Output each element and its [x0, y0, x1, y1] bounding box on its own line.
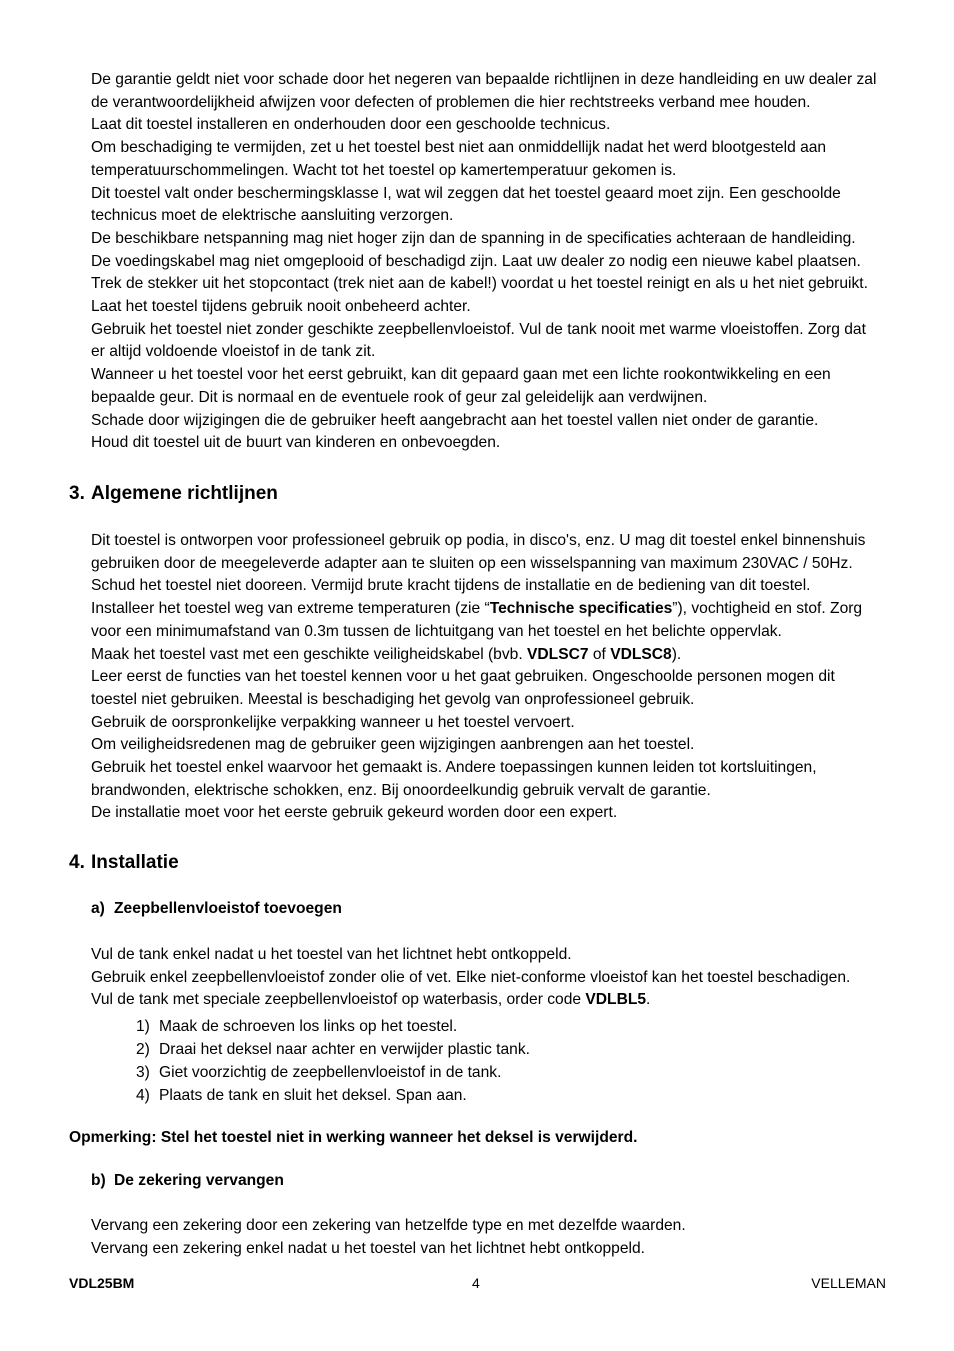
text-line: Installeer het toestel weg van extreme temperaturen (zie “Technische specificaties”), vochtigheid en stof. Zorg	[91, 600, 863, 618]
text-line: temperatuurschommelingen. Wacht tot het toestel op kamertemperatuur gekomen is.	[91, 161, 677, 179]
order-code: VDLBL5	[585, 991, 647, 1009]
tech-specs-reference: Technische specificaties	[489, 600, 673, 618]
text-line: Vul de tank met speciale zeepbellenvloeistof op waterbasis, order code VDLBL5.	[91, 991, 651, 1009]
step-list	[136, 1015, 530, 1107]
text-line: Trek de stekker uit het stopcontact (trek niet aan de kabel!) voordat u het toestel reinigt en als u het niet gebruikt.	[91, 275, 868, 293]
text-line: Om veiligheidsredenen mag de gebruiker geen wijzigingen aanbrengen aan het toestel.	[91, 736, 695, 754]
footer-model: VDL25BM	[69, 1275, 135, 1291]
text-line: Leer eerst de functies van het toestel kennen voor u het gaat gebruiken. Ongeschoolde personen mogen dit	[91, 668, 835, 686]
text-line: Vervang een zekering door een zekering van hetzelfde type en met dezelfde waarden.	[91, 1217, 686, 1234]
page-number: 4	[472, 1275, 480, 1291]
text-line: brandwonden, elektrische schokken, enz. Bij onoordeelkundig gebruik vervalt de garantie.	[91, 781, 711, 799]
text-line: bepaalde geur. Dit is normaal en de eventuele rook of geur zal geleidelijk aan verdwijnen.	[91, 388, 708, 406]
text-line: Gebruik het toestel niet zonder geschikte zeepbellenvloeistof. Vul de tank nooit met warme vloeistoffen. Zorg dat	[91, 320, 866, 338]
text-line: Wanneer u het toestel voor het eerst gebruikt, kan dit gepaard gaan met een lichte rookontwikkeling en een	[91, 366, 831, 384]
list-item: 1) Maak de schroeven los links op het toestel.	[136, 1018, 458, 1035]
text-line: Laat dit toestel installeren en onderhouden door een geschoolde technicus.	[91, 116, 611, 134]
text-line: Schud het toestel niet dooreen. Vermijd brute kracht tijdens de installatie en de bediening van dit toestel.	[91, 577, 811, 595]
text-line: Dit toestel is ontworpen voor professioneel gebruik op podia, in disco's, enz. U mag dit toestel enkel binnenshuis	[91, 532, 866, 549]
text-line: Om beschadiging te vermijden, zet u het toestel best niet aan onmiddellijk nadat het werd blootgesteld aan	[91, 139, 827, 157]
text-line: De garantie geldt niet voor schade door het negeren van bepaalde richtlijnen in deze handleiding en uw dealer zal	[91, 71, 877, 88]
safety-instructions	[91, 69, 891, 455]
section-4-heading	[69, 851, 179, 875]
text-line: De voedingskabel mag niet omgeplooid of beschadigd zijn. Laat uw dealer zo nodig een nieuwe kabel plaatsen.	[91, 252, 861, 270]
section-number: 3.	[69, 483, 85, 504]
warning-note: Opmerking: Stel het toestel niet in werking wanneer het deksel is verwijderd.	[69, 1129, 638, 1146]
subsection-title: De zekering vervangen	[114, 1172, 284, 1189]
fluid-instructions	[91, 944, 891, 1012]
text-line: Gebruik de oorspronkelijke verpakking wanneer u het toestel vervoert.	[91, 713, 575, 731]
text-line: de verantwoordelijkheid afwijzen voor defecten of problemen die hier rechtstreeks verband mee houden.	[91, 93, 811, 111]
text-line: De installatie moet voor het eerste gebruik gekeurd worden door een expert.	[91, 804, 618, 822]
section-title: Installatie	[91, 852, 179, 873]
text-line: technicus moet de elektrische aansluiting verzorgen.	[91, 207, 454, 225]
subsection-a-heading	[91, 898, 342, 920]
footer-brand: VELLEMAN	[811, 1275, 886, 1291]
text-line: Vervang een zekering enkel nadat u het toestel van het lichtnet hebt ontkoppeld.	[91, 1239, 645, 1257]
list-item: 3) Giet voorzichtig de zeepbellenvloeistof in de tank.	[136, 1064, 502, 1081]
text-line: Maak het toestel vast met een geschikte veiligheidskabel (bvb. VDLSC7 of VDLSC8).	[91, 645, 682, 663]
text-line: Dit toestel valt onder beschermingsklasse I, wat wil zeggen dat het toestel geaard moet zijn. Een geschoolde	[91, 184, 841, 202]
text-line: voor een minimumafstand van 0.3m tussen de lichtuitgang van het toestel en het belichte oppervlak.	[91, 622, 782, 640]
text-line: Gebruik enkel zeepbellenvloeistof zonder olie of vet. Elke niet-conforme vloeistof kan het toestel beschadigen.	[91, 968, 851, 986]
subsection-label: b)	[91, 1172, 106, 1189]
text-line: Vul de tank enkel nadat u het toestel van het lichtnet hebt ontkoppeld.	[91, 946, 572, 963]
section-number: 4.	[69, 852, 85, 873]
text-line: Laat het toestel tijdens gebruik nooit onbeheerd achter.	[91, 298, 471, 316]
text-line: Houd dit toestel uit de buurt van kinderen en onbevoegden.	[91, 434, 501, 452]
section-3-heading	[69, 482, 278, 506]
text-line: er altijd voldoende vloeistof in de tank zit.	[91, 343, 376, 361]
general-guidelines	[91, 530, 891, 825]
subsection-b-heading	[91, 1170, 284, 1192]
product-code: VDLSC7	[527, 645, 589, 663]
subsection-title: Zeepbellenvloeistof toevoegen	[114, 900, 342, 917]
text-line: De beschikbare netspanning mag niet hoger zijn dan de spanning in de specificaties achteraan de handleiding.	[91, 229, 856, 247]
fuse-instructions	[91, 1215, 891, 1260]
list-item: 4) Plaats de tank en sluit het deksel. Span aan.	[136, 1087, 467, 1104]
section-title: Algemene richtlijnen	[91, 483, 278, 504]
subsection-label: a)	[91, 900, 105, 917]
text-line: gebruiken door de meegeleverde adapter aan te sluiten op een wisselspanning van maximum 230VAC / 50Hz.	[91, 554, 853, 572]
text-line: Gebruik het toestel enkel waarvoor het gemaakt is. Andere toepassingen kunnen leiden tot kortsluitingen,	[91, 759, 817, 777]
text-line: toestel niet gebruiken. Meestal is beschadiging het gevolg van onprofessioneel gebruik.	[91, 690, 695, 708]
product-code: VDLSC8	[610, 645, 672, 663]
text-line: Schade door wijzigingen die de gebruiker heeft aangebracht aan het toestel vallen niet onder de garantie.	[91, 411, 819, 429]
list-item: 2) Draai het deksel naar achter en verwijder plastic tank.	[136, 1041, 530, 1058]
